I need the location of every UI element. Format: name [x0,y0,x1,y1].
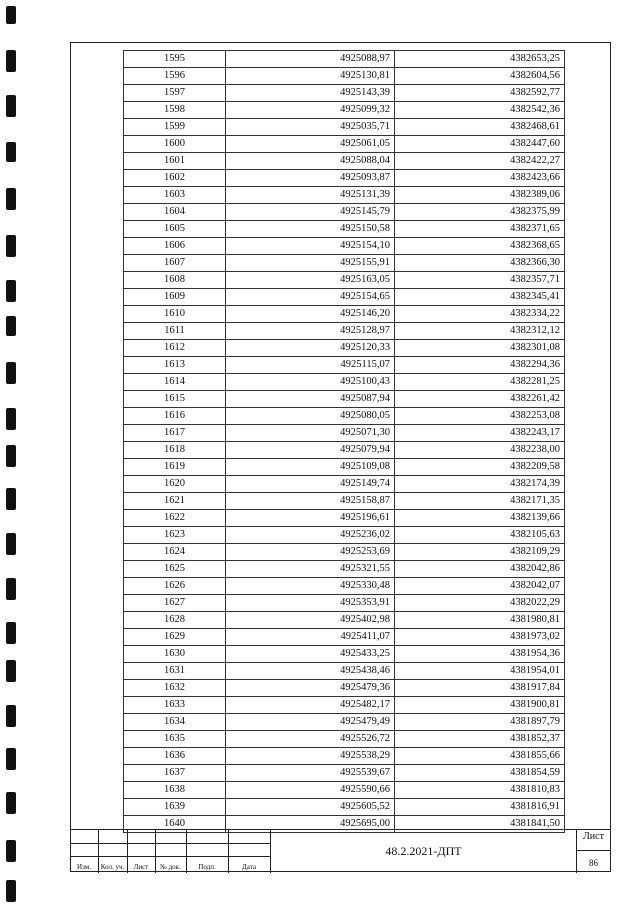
x-coordinate-cell: 4925196,61 [226,510,395,527]
x-coordinate-cell: 4925526,72 [226,731,395,748]
x-coordinate-cell: 4925411,07 [226,629,395,646]
point-number-cell: 1619 [124,459,226,476]
table-row [124,187,565,204]
point-number-cell: 1616 [124,408,226,425]
table-row [124,527,565,544]
table-row [124,85,565,102]
table-row [124,323,565,340]
y-coordinate-cell: 4382042,86 [395,561,565,578]
table-row [124,255,565,272]
x-coordinate-cell: 4925099,32 [226,102,395,119]
table-row [124,119,565,136]
table-row [124,102,565,119]
x-coordinate-cell: 4925402,98 [226,612,395,629]
table-row [124,493,565,510]
y-coordinate-cell: 4382109,29 [395,544,565,561]
point-number-cell: 1599 [124,119,226,136]
x-coordinate-cell: 4925154,10 [226,238,395,255]
point-number-cell: 1635 [124,731,226,748]
y-coordinate-cell: 4382468,61 [395,119,565,136]
point-number-cell: 1621 [124,493,226,510]
table-row [124,459,565,476]
table-row [124,51,565,68]
label-doc-number: № док. [160,863,181,871]
point-number-cell: 1618 [124,442,226,459]
table-row [124,663,565,680]
x-coordinate-cell: 4925088,97 [226,51,395,68]
point-number-cell: 1613 [124,357,226,374]
point-number-cell: 1601 [124,153,226,170]
x-coordinate-cell: 4925130,81 [226,68,395,85]
point-number-cell: 1603 [124,187,226,204]
point-number-cell: 1636 [124,748,226,765]
y-coordinate-cell: 4382171,35 [395,493,565,510]
x-coordinate-cell: 4925538,29 [226,748,395,765]
table-row [124,782,565,799]
x-coordinate-cell: 4925482,17 [226,697,395,714]
point-number-cell: 1637 [124,765,226,782]
y-coordinate-cell: 4381954,36 [395,646,565,663]
x-coordinate-cell: 4925590,66 [226,782,395,799]
point-number-cell: 1623 [124,527,226,544]
point-number-cell: 1631 [124,663,226,680]
point-number-cell: 1595 [124,51,226,68]
x-coordinate-cell: 4925253,69 [226,544,395,561]
y-coordinate-cell: 4381841,50 [395,816,565,833]
label-signature: Подп. [198,863,216,871]
x-coordinate-cell: 4925163,05 [226,272,395,289]
point-number-cell: 1597 [124,85,226,102]
y-coordinate-cell: 4382653,25 [395,51,565,68]
y-coordinate-cell: 4382261,42 [395,391,565,408]
point-number-cell: 1609 [124,289,226,306]
y-coordinate-cell: 4382312,12 [395,323,565,340]
x-coordinate-cell: 4925605,52 [226,799,395,816]
x-coordinate-cell: 4925155,91 [226,255,395,272]
y-coordinate-cell: 4382139,66 [395,510,565,527]
table-row [124,561,565,578]
point-number-cell: 1607 [124,255,226,272]
point-number-cell: 1610 [124,306,226,323]
revision-grid [70,830,270,873]
point-number-cell: 1604 [124,204,226,221]
point-number-cell: 1638 [124,782,226,799]
table-row [124,204,565,221]
x-coordinate-cell: 4925433,25 [226,646,395,663]
y-coordinate-cell: 4381810,83 [395,782,565,799]
table-row [124,510,565,527]
point-number-cell: 1640 [124,816,226,833]
table-row [124,697,565,714]
y-coordinate-cell: 4381897,79 [395,714,565,731]
table-row [124,680,565,697]
x-coordinate-cell: 4925236,02 [226,527,395,544]
point-number-cell: 1596 [124,68,226,85]
label-list: Лист [133,863,149,871]
x-coordinate-cell: 4925695,00 [226,816,395,833]
table-row [124,272,565,289]
table-row [124,476,565,493]
table-row [124,289,565,306]
table-row [124,612,565,629]
point-number-cell: 1628 [124,612,226,629]
x-coordinate-cell: 4925479,36 [226,680,395,697]
coordinates-table [123,50,565,833]
x-coordinate-cell: 4925109,08 [226,459,395,476]
y-coordinate-cell: 4381973,02 [395,629,565,646]
point-number-cell: 1608 [124,272,226,289]
point-number-cell: 1598 [124,102,226,119]
y-coordinate-cell: 4382105,63 [395,527,565,544]
x-coordinate-cell: 4925154,65 [226,289,395,306]
x-coordinate-cell: 4925353,91 [226,595,395,612]
point-number-cell: 1602 [124,170,226,187]
x-coordinate-cell: 4925150,58 [226,221,395,238]
table-row [124,340,565,357]
point-number-cell: 1625 [124,561,226,578]
table-row [124,442,565,459]
table-row [124,391,565,408]
table-row [124,221,565,238]
table-row [124,374,565,391]
title-block [70,829,611,873]
point-number-cell: 1615 [124,391,226,408]
label-date: Дата [242,863,256,871]
point-number-cell: 1627 [124,595,226,612]
y-coordinate-cell: 4382022,29 [395,595,565,612]
table-row [124,731,565,748]
table-row [124,714,565,731]
point-number-cell: 1612 [124,340,226,357]
point-number-cell: 1630 [124,646,226,663]
y-coordinate-cell: 4382366,30 [395,255,565,272]
x-coordinate-cell: 4925093,87 [226,170,395,187]
point-number-cell: 1606 [124,238,226,255]
y-coordinate-cell: 4382371,65 [395,221,565,238]
point-number-cell: 1622 [124,510,226,527]
x-coordinate-cell: 4925149,74 [226,476,395,493]
table-row [124,765,565,782]
x-coordinate-cell: 4925145,79 [226,204,395,221]
point-number-cell: 1632 [124,680,226,697]
x-coordinate-cell: 4925158,87 [226,493,395,510]
table-row [124,306,565,323]
sheet-number: 86 [576,850,611,874]
y-coordinate-cell: 4382368,65 [395,238,565,255]
point-number-cell: 1626 [124,578,226,595]
x-coordinate-cell: 4925321,55 [226,561,395,578]
label-izm: Изм. [77,863,91,871]
table-row [124,153,565,170]
x-coordinate-cell: 4925146,20 [226,306,395,323]
x-coordinate-cell: 4925131,39 [226,187,395,204]
label-kol-uch: Кол. уч. [100,863,125,871]
y-coordinate-cell: 4381980,81 [395,612,565,629]
point-number-cell: 1614 [124,374,226,391]
y-coordinate-cell: 4382209,58 [395,459,565,476]
y-coordinate-cell: 4382604,56 [395,68,565,85]
table-row [124,595,565,612]
table-row [124,629,565,646]
y-coordinate-cell: 4382042,07 [395,578,565,595]
x-coordinate-cell: 4925479,49 [226,714,395,731]
x-coordinate-cell: 4925438,46 [226,663,395,680]
y-coordinate-cell: 4382592,77 [395,85,565,102]
point-number-cell: 1624 [124,544,226,561]
y-coordinate-cell: 4381855,66 [395,748,565,765]
y-coordinate-cell: 4382174,39 [395,476,565,493]
y-coordinate-cell: 4381816,91 [395,799,565,816]
y-coordinate-cell: 4381854,59 [395,765,565,782]
point-number-cell: 1629 [124,629,226,646]
y-coordinate-cell: 4381900,81 [395,697,565,714]
y-coordinate-cell: 4381917,84 [395,680,565,697]
x-coordinate-cell: 4925080,05 [226,408,395,425]
table-row [124,799,565,816]
y-coordinate-cell: 4382345,41 [395,289,565,306]
y-coordinate-cell: 4382238,00 [395,442,565,459]
y-coordinate-cell: 4382447,60 [395,136,565,153]
table-row [124,68,565,85]
y-coordinate-cell: 4382281,25 [395,374,565,391]
document-code: 48.2.2021-ДПТ [270,830,577,873]
coordinates-table-body [124,51,565,833]
point-number-cell: 1611 [124,323,226,340]
point-number-cell: 1620 [124,476,226,493]
x-coordinate-cell: 4925100,43 [226,374,395,391]
point-number-cell: 1633 [124,697,226,714]
y-coordinate-cell: 4382253,08 [395,408,565,425]
y-coordinate-cell: 4382542,36 [395,102,565,119]
x-coordinate-cell: 4925120,33 [226,340,395,357]
x-coordinate-cell: 4925079,94 [226,442,395,459]
table-row [124,544,565,561]
binder-holes [0,0,40,905]
table-row [124,170,565,187]
x-coordinate-cell: 4925128,97 [226,323,395,340]
point-number-cell: 1600 [124,136,226,153]
x-coordinate-cell: 4925143,39 [226,85,395,102]
table-row [124,357,565,374]
y-coordinate-cell: 4382423,66 [395,170,565,187]
y-coordinate-cell: 4382334,22 [395,306,565,323]
x-coordinate-cell: 4925035,71 [226,119,395,136]
table-row [124,136,565,153]
point-number-cell: 1634 [124,714,226,731]
table-row [124,238,565,255]
point-number-cell: 1605 [124,221,226,238]
x-coordinate-cell: 4925087,94 [226,391,395,408]
point-number-cell: 1639 [124,799,226,816]
x-coordinate-cell: 4925071,30 [226,425,395,442]
x-coordinate-cell: 4925088,04 [226,153,395,170]
x-coordinate-cell: 4925115,07 [226,357,395,374]
y-coordinate-cell: 4382301,08 [395,340,565,357]
point-number-cell: 1617 [124,425,226,442]
y-coordinate-cell: 4382294,36 [395,357,565,374]
y-coordinate-cell: 4381954,01 [395,663,565,680]
x-coordinate-cell: 4925330,48 [226,578,395,595]
y-coordinate-cell: 4381852,37 [395,731,565,748]
y-coordinate-cell: 4382422,27 [395,153,565,170]
table-row [124,748,565,765]
y-coordinate-cell: 4382243,17 [395,425,565,442]
x-coordinate-cell: 4925061,05 [226,136,395,153]
table-row [124,425,565,442]
table-row [124,646,565,663]
sheet-label: Лист [583,831,604,842]
y-coordinate-cell: 4382357,71 [395,272,565,289]
y-coordinate-cell: 4382375,99 [395,204,565,221]
table-row [124,408,565,425]
table-row [124,578,565,595]
y-coordinate-cell: 4382389,06 [395,187,565,204]
x-coordinate-cell: 4925539,67 [226,765,395,782]
